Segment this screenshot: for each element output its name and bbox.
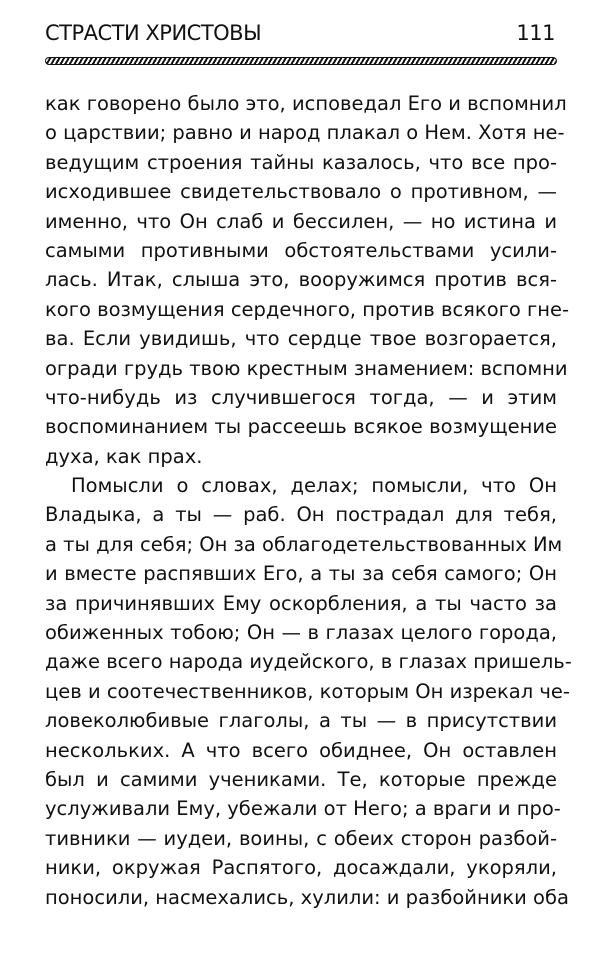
decorative-rope-rule xyxy=(45,57,557,65)
text-line: как говорено было это, исповедал Его и вспомнил xyxy=(45,92,567,115)
text-line: ники, окружая Распятого, досаждали, укоряли, xyxy=(45,856,557,880)
text-line: что-нибудь из случившегося тогда, — и этим xyxy=(45,385,557,409)
text-line: поносили, насмехались, хулили: и разбойники оба xyxy=(45,885,569,909)
body-text xyxy=(45,89,572,912)
text-line: ва. Если увидишь, что сердце твое возгорается, xyxy=(45,327,557,351)
text-line: воспоминанием ты рассеешь всякое возмущение xyxy=(45,415,557,439)
page-number: 111 xyxy=(516,21,555,45)
text-line: цев и соотечественников, которым Он изрекал че- xyxy=(45,679,570,703)
text-line: исходившее свидетельствовало о противном, — xyxy=(45,180,557,204)
text-line: именно, что Он слаб и бессилен, — но истина и xyxy=(45,209,557,233)
text-line: и вместе распявших Его, а ты за себя самого; Он xyxy=(45,562,557,586)
text-line: ведущим строения тайны казалось, что все про- xyxy=(45,150,557,174)
text-line: кого возмущения сердечного, против всякого гне- xyxy=(45,297,570,321)
text-line: за причинявших Ему оскорбления, а ты часто за xyxy=(45,591,557,615)
text-line: нескольких. А что всего обиднее, Он оставлен xyxy=(45,738,557,762)
text-line: Владыка, а ты — раб. Он пострадал для тебя, xyxy=(45,503,557,527)
text-line: а ты для себя; Он за облагодетельствованных Им xyxy=(45,532,563,556)
text-line: лась. Итак, слыша это, вооружимся против вся- xyxy=(45,268,557,292)
paragraph-end-line: духа, как прах. xyxy=(45,444,203,468)
text-line: ловеколюбивые глаголы, а ты — в присутствии xyxy=(45,709,557,733)
text-line: обиженных тобою; Он — в глазах целого города, xyxy=(45,621,557,645)
running-title: СТРАСТИ ХРИСТОВЫ xyxy=(45,21,262,45)
text-line: даже всего народа иудейского, в глазах пришель- xyxy=(45,650,572,674)
text-line: о царствии; равно и народ плакал о Нем. Хотя не- xyxy=(45,121,565,145)
running-head xyxy=(45,21,557,51)
paragraph-start-line: Помысли о словах, делах; помысли, что Он xyxy=(71,474,557,498)
text-line: самыми противными обстоятельствами усили- xyxy=(45,238,557,262)
text-line: тивники — иудеи, воины, с обеих сторон разбой- xyxy=(45,826,557,850)
text-line: был и самими учениками. Те, которые прежде xyxy=(45,767,557,791)
text-line: услуживали Ему, убежали от Него; а враги и про- xyxy=(45,797,561,821)
text-line: огради грудь твою крестным знамением: вспомни xyxy=(45,356,568,380)
